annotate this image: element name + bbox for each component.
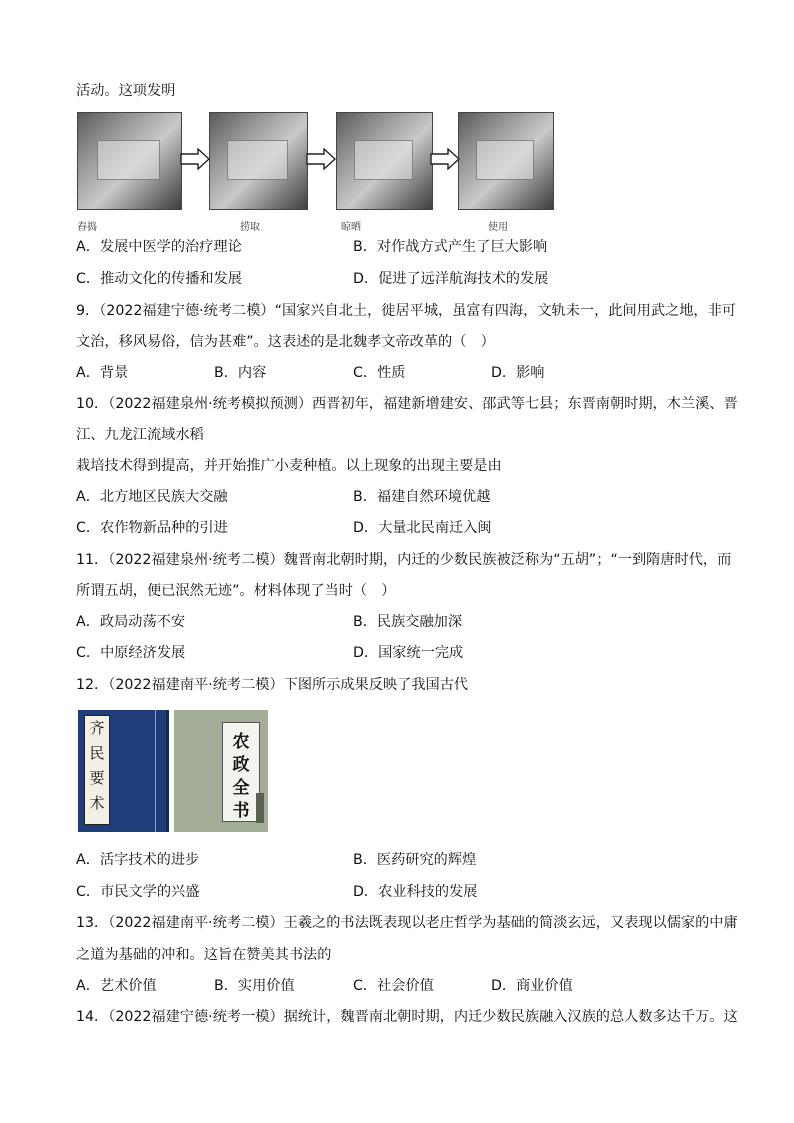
caption-using: 使用 [488, 222, 508, 233]
q12-stem-line1: 12．（2022福建南平·统考二模）下图所示成果反映了我国古代 [76, 677, 469, 693]
q14-stem-line1: 14．（2022福建宁德·统考一模）据统计，魏晋南北朝时期，内迁少数民族融入汉族的总人数多达千万。这 [76, 1009, 738, 1025]
using-photo [458, 112, 554, 210]
q11-stem-line1: 11．（2022福建泉州·统考二模）魏晋南北朝时期，内迁的少数民族被泛称为“五胡”；“一到隋唐时代，而 [76, 552, 732, 568]
q13-option-c: C．社会价值 [353, 978, 434, 994]
book-title: 齐民要术 [84, 715, 110, 825]
book-title: 农政全书 [232, 732, 250, 821]
q8-option-c: C．推动文化的传播和发展 [76, 271, 242, 287]
q9-option-a: A．背景 [76, 365, 129, 381]
scooping-photo [209, 112, 308, 210]
q12-option-b: B．医药研究的辉煌 [353, 852, 477, 868]
q11-option-a: A．政局动荡不安 [76, 614, 186, 630]
seal-stamp [256, 793, 264, 823]
q8-lead: 活动。这项发明 [76, 83, 176, 99]
arrow-right-icon [430, 148, 460, 170]
q8-option-a: A．发展中医学的治疗理论 [76, 239, 242, 255]
pounding-photo [77, 112, 182, 210]
q9-option-d: D．影响 [491, 365, 545, 381]
q10-stem-line2: 江、九龙江流域水稻 [76, 427, 204, 443]
q10-option-a: A．北方地区民族大交融 [76, 489, 228, 505]
q11-stem-line2: 所谓五胡，便已泯然无迹”。材料体现了当时（ ） [76, 583, 396, 599]
q12-option-a: A．活字技术的进步 [76, 852, 200, 868]
q10-option-d: D．大量北民南迁入闽 [353, 520, 492, 536]
q10-stem-line3: 栽培技术得到提高，并开始推广小麦种植。以上现象的出现主要是由 [76, 458, 502, 474]
arrow-right-icon [180, 148, 210, 170]
q13-option-b: B．实用价值 [214, 978, 295, 994]
q8-option-d: D．促进了远洋航海技术的发展 [353, 271, 549, 287]
caption-scooping: 捞取 [240, 222, 260, 233]
arrow-right-icon [306, 148, 336, 170]
q12-option-d: D．农业科技的发展 [353, 884, 478, 900]
q10-option-b: B．福建自然环境优越 [353, 489, 491, 505]
q9-stem-line1: 9．（2022福建宁德·统考二模）“国家兴自北土，徙居平城，虽富有四海，文轨未一，此间用武之地，非可 [76, 303, 736, 319]
qimin-yaoshu-book-cover [78, 710, 169, 832]
q11-option-b: B．民族交融加深 [353, 614, 463, 630]
q13-stem-line1: 13．（2022福建南平·统考二模）王羲之的书法既表现以老庄哲学为基础的简淡玄远，又表现以儒家的中庸 [76, 915, 738, 931]
q9-option-b: B．内容 [214, 365, 267, 381]
q8-option-b: B．对作战方式产生了巨大影响 [353, 239, 548, 255]
q9-stem-line2: 文治，移风易俗，信为甚难”。这表述的是北魏孝文帝改革的（ ） [76, 334, 495, 350]
q10-option-c: C．农作物新品种的引进 [76, 520, 228, 536]
q9-option-c: C．性质 [353, 365, 406, 381]
q13-option-a: A．艺术价值 [76, 978, 157, 994]
q13-option-d: D．商业价值 [491, 978, 573, 994]
q12-option-c: C．市民文学的兴盛 [76, 884, 200, 900]
q11-option-c: C．中原经济发展 [76, 645, 186, 661]
drying-photo [336, 112, 433, 210]
q11-option-d: D．国家统一完成 [353, 645, 464, 661]
q13-stem-line2: 之道为基础的冲和。这旨在赞美其书法的 [76, 947, 332, 963]
nongzheng-quanshu-book-cover [174, 710, 268, 832]
caption-drying: 晾晒 [341, 222, 361, 233]
q10-stem-line1: 10．（2022福建泉州·统考模拟预测）西晋初年，福建新增建安、邵武等七县；东晋南朝时期，木兰溪、晋 [76, 396, 738, 412]
caption-pounding: 舂捣 [77, 222, 97, 233]
